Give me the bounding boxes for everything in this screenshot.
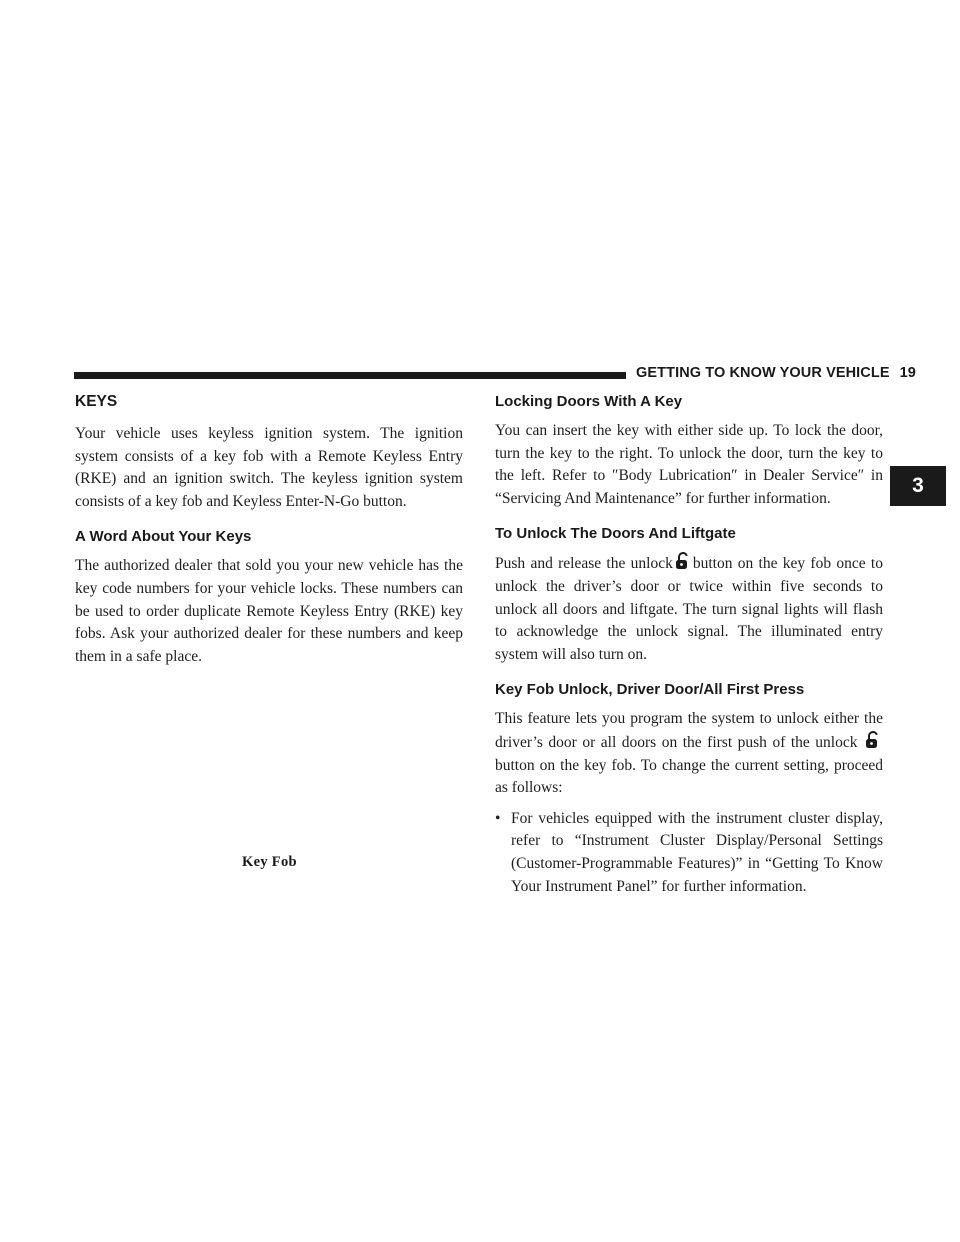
left-column [75, 392, 463, 676]
chapter-tab [890, 466, 946, 506]
keys-heading: KEYS [75, 393, 118, 410]
keys-paragraph: Your vehicle uses keyless ignition system. The ignition system consists of a key fob with a Remote Keyless Entry (RKE) and an ignition switch. The keyless ignition system consists of a key fob and Keyless Enter-N-Go button. [75, 425, 463, 510]
section-title: GETTING TO KNOW YOUR VEHICLE [636, 365, 890, 381]
unlocked-padlock-icon [865, 731, 881, 749]
bullet-icon: • [495, 809, 501, 827]
list-item [495, 808, 883, 898]
list-item-text: For vehicles equipped with the instrument cluster display, refer to “Instrument Cluster Display/Personal Settings (Customer-Programmable Features)” in “Getting To Know Your Instrument Panel” for further information. [511, 809, 883, 895]
running-header [636, 365, 916, 381]
unlock-doors-text-b: button on the key fob once to unlock the driver’s door or twice within five seconds to unlock all doors and liftgate. The turn signal lights will flash to acknowledge the unlock signal. The illuminated entry system will also turn on. [495, 555, 883, 663]
fob-unlock-paragraph [495, 708, 883, 799]
locking-doors-heading: Locking Doors With A Key [495, 393, 683, 410]
right-column [495, 392, 883, 898]
unlock-doors-heading: To Unlock The Doors And Liftgate [495, 525, 736, 543]
unlocked-padlock-icon [675, 552, 691, 570]
fob-unlock-text-b: button on the key fob. To change the current setting, proceed as follows: [495, 756, 883, 797]
unlock-doors-paragraph [495, 552, 883, 666]
word-about-keys-paragraph: The authorized dealer that sold you your new vehicle has the key code numbers for your vehicle locks. These numbers can be used to order duplicate Remote Keyless Entry (RKE) key fobs. Ask your authorized dealer for these numbers and keep them in a safe place. [75, 557, 463, 665]
fob-unlock-text-a: This feature lets you program the system to unlock either the driver’s door or all doors on the first push of the unlock [495, 710, 883, 751]
word-about-keys-heading: A Word About Your Keys [75, 528, 252, 546]
page-number: 19 [899, 365, 916, 381]
fob-unlock-heading: Key Fob Unlock, Driver Door/All First Press [495, 681, 805, 699]
chapter-number: 3 [912, 474, 924, 497]
header-rule [74, 372, 626, 379]
unlock-doors-text-a: Push and release the unlock [495, 555, 673, 573]
locking-doors-paragraph: You can insert the key with either side up. To lock the door, turn the key to the right. To unlock the door, turn the key to the left. Refer to ″Body Lubrication″ in Dealer Service″ in “Servicing And Maintenance” for further information. [495, 422, 883, 507]
figure-caption: Key Fob [242, 854, 297, 870]
